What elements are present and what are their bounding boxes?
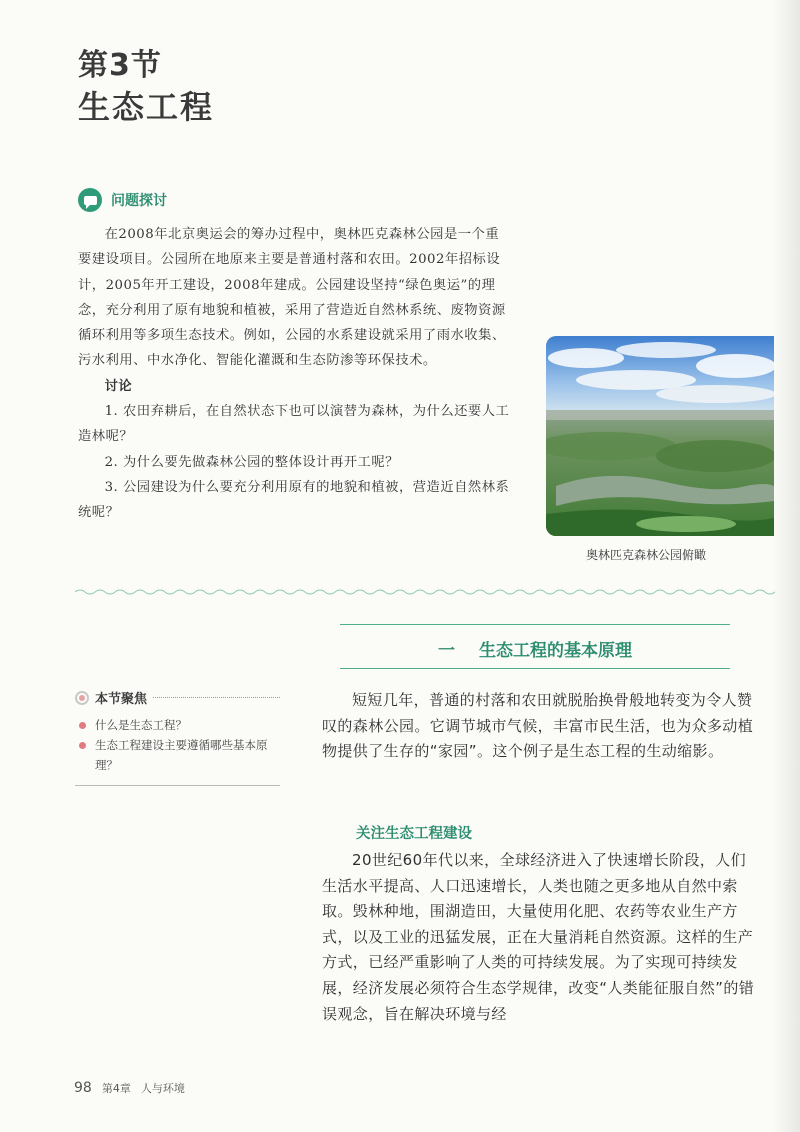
focus-item: 什么是生态工程？ — [75, 715, 280, 735]
chapter-name: 人与环境 — [140, 1082, 185, 1095]
focus-dotted-rule — [153, 697, 280, 698]
focus-bottom-rule — [75, 785, 280, 786]
question-2: 2. 为什么要先做森林公园的整体设计再开工呢？ — [104, 454, 399, 470]
park-aerial-photo — [546, 336, 774, 536]
focus-item: 生态工程建设主要遵循哪些基本原理？ — [75, 735, 280, 775]
page-number: 98 — [74, 1080, 92, 1096]
intro-text — [322, 688, 760, 765]
section-one-title: 生态工程的基本原理 — [479, 641, 632, 661]
speech-bubble-icon — [78, 188, 102, 212]
subsection-title: 关注生态工程建设 — [356, 826, 472, 842]
section-number: 第3节 — [78, 48, 162, 83]
photo-caption: 奥林匹克森林公园俯瞰 — [585, 548, 706, 562]
page-edge-shadow — [772, 0, 800, 1132]
question-1: 1. 农田弃耕后，在自然状态下也可以演替为森林，为什么还要人工造林呢？ — [78, 404, 510, 445]
focus-label: 本节聚焦 — [95, 692, 148, 707]
discussion-label: 问题探讨 — [111, 193, 167, 209]
discussion-body — [78, 222, 510, 526]
discussion-sub-label: 讨论 — [104, 378, 133, 394]
focus-list — [75, 715, 280, 775]
focus-header — [75, 688, 280, 707]
discussion-paragraph: 在2008年北京奥运会的筹办过程中，奥林匹克森林公园是一个重要建设项目。公园所在地原来主要是普通村落和农田。2002年招标设计，2005年开工建设，2008年建成。公园建设坚持“绿色奥运”的理念，充分利用了原有地貌和植被，采用了营造近自然林系统、废物资源循环利用等多项生态技术。例如，公园的水系建设就采用了雨水收集、污水利用、中水净化、智能化灌溉和生态防渗等环保技术。 — [78, 227, 506, 369]
section-title: 生态工程 — [78, 88, 215, 126]
question-3: 3. 公园建设为什么要充分利用原有的地貌和植被，营造近自然林系统呢？ — [78, 479, 510, 521]
section-rule-top — [340, 624, 730, 625]
section-one-number: 一 — [438, 641, 455, 661]
focus-box — [75, 688, 280, 786]
focus-target-icon — [75, 691, 89, 705]
section-rule-bottom — [340, 668, 730, 669]
subsection-body — [322, 848, 760, 1027]
discussion-header — [78, 188, 167, 212]
chapter-label: 第4章 — [101, 1082, 131, 1095]
page-footer — [74, 1080, 185, 1096]
section-one-heading — [340, 636, 730, 661]
intro-paragraph: 短短几年，普通的村落和农田就脱胎换骨般地转变为令人赞叹的森林公园。它调节城市气候，丰富市民生活，也为众多动植物提供了生存的“家园”。这个例子是生态工程的生动缩影。 — [322, 691, 754, 761]
wave-divider — [75, 588, 775, 596]
subsection-paragraph: 20世纪60年代以来，全球经济进入了快速增长阶段，人们生活水平提高、人口迅速增长，人类也随之更多地从自然中索取。毁林种地，围湖造田，大量使用化肥、农药等农业生产方式，以及工业的迅猛发展，正在大量消耗自然资源。这样的生产方式，已经严重影响了人类的可持续发展。为了实现可持续发展，经济发展必须符合生态学规律，改变“人类能征服自然”的错误观念，旨在解决环境与经 — [322, 851, 755, 1023]
section-heading — [78, 48, 214, 126]
